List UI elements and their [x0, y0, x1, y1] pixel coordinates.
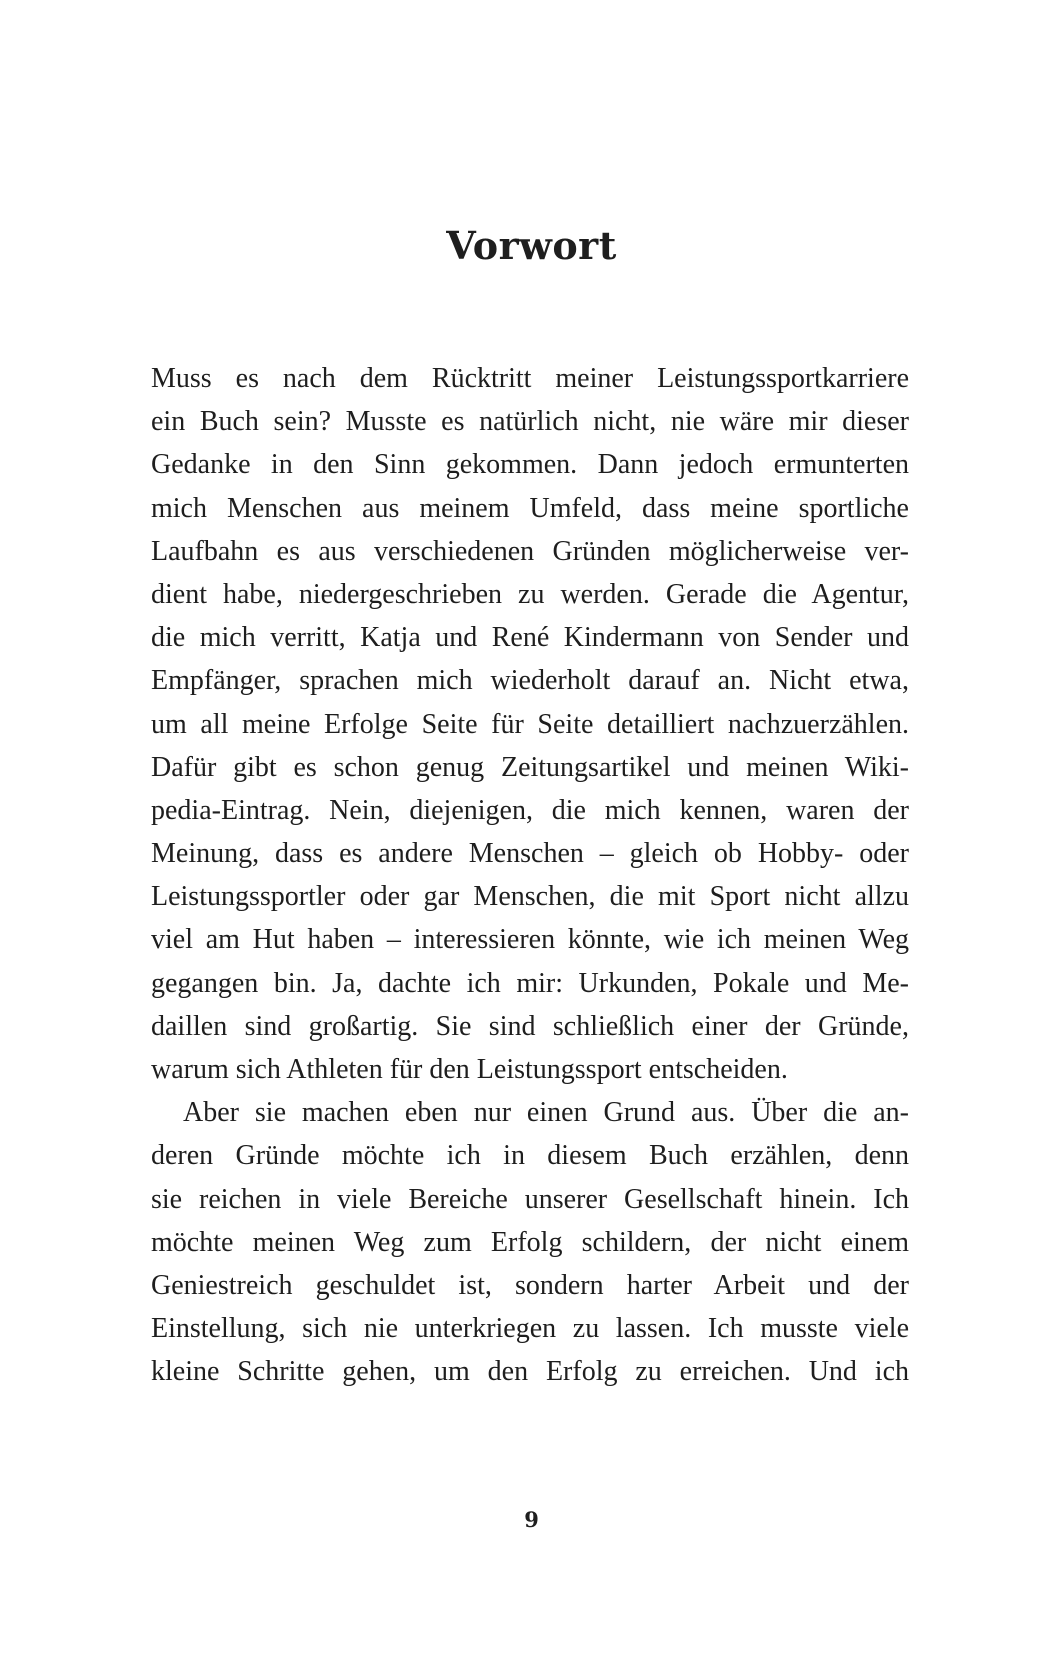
text-line: Aber sie machen eben nur einen Grund aus. Über die an-	[183, 1097, 909, 1129]
page-number: 9	[524, 1507, 539, 1532]
text-line: warum sich Athleten für den Leistungssport entscheiden.	[151, 1054, 788, 1085]
text-line: Dafür gibt es schon genug Zeitungsartikel und meinen Wiki-	[151, 751, 909, 783]
text-line: Gedanke in den Sinn gekommen. Dann jedoch ermunterten	[151, 449, 909, 481]
text-line: deren Gründe möchte ich in diesem Buch erzählen, denn	[151, 1140, 909, 1172]
text-line: Laufbahn es aus verschiedenen Gründen möglicherweise ver-	[151, 535, 909, 567]
text-line: kleine Schritte gehen, um den Erfolg zu erreichen. Und ich	[151, 1356, 909, 1388]
chapter-title: Vorwort	[446, 223, 617, 268]
text-line: mich Menschen aus meinem Umfeld, dass meine sportliche	[151, 492, 909, 524]
text-line: dient habe, niedergeschrieben zu werden. Gerade die Agentur,	[151, 578, 909, 610]
text-line: Empfänger, sprachen mich wiederholt darauf an. Nicht etwa,	[151, 665, 909, 697]
text-line: möchte meinen Weg zum Erfolg schildern, der nicht einem	[151, 1226, 909, 1258]
text-line: Geniestreich geschuldet ist, sondern harter Arbeit und der	[151, 1269, 909, 1301]
text-line: Meinung, dass es andere Menschen – gleich ob Hobby- oder	[151, 838, 909, 870]
text-line: ein Buch sein? Musste es natürlich nicht, nie wäre mir dieser	[151, 406, 909, 438]
body-text	[151, 357, 909, 1394]
text-line: Leistungssportler oder gar Menschen, die mit Sport nicht allzu	[151, 881, 909, 913]
text-line: sie reichen in viele Bereiche unserer Gesellschaft hinein. Ich	[151, 1183, 909, 1215]
text-line: um all meine Erfolge Seite für Seite detailliert nachzuerzählen.	[151, 708, 909, 740]
text-line: die mich verritt, Katja und René Kindermann von Sender und	[151, 622, 909, 654]
text-line: Muss es nach dem Rücktritt meiner Leistungssportkarriere	[151, 363, 909, 394]
text-line: daillen sind großartig. Sie sind schließlich einer der Gründe,	[151, 1010, 909, 1042]
text-line: pedia-Eintrag. Nein, diejenigen, die mich kennen, waren der	[151, 794, 909, 826]
text-line: gegangen bin. Ja, dachte ich mir: Urkunden, Pokale und Me-	[151, 967, 909, 999]
text-line: Einstellung, sich nie unterkriegen zu lassen. Ich musste viele	[151, 1313, 909, 1345]
text-line: viel am Hut haben – interessieren könnte, wie ich meinen Weg	[151, 924, 909, 956]
